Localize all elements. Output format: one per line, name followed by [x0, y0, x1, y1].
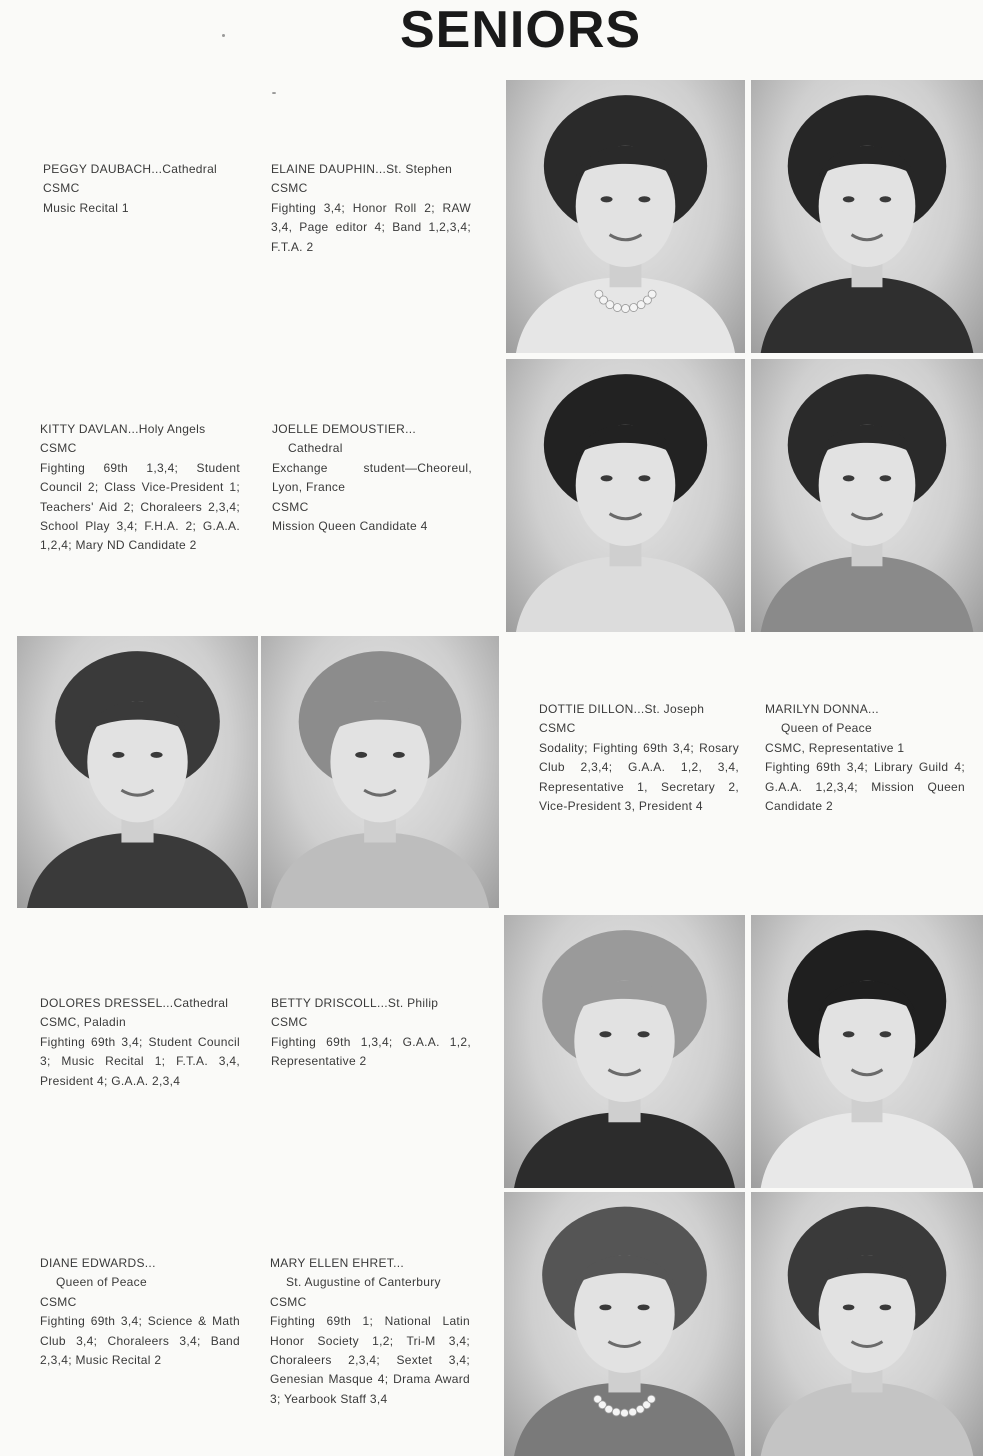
eye-shape	[638, 1031, 650, 1037]
portrait-photo	[504, 915, 745, 1188]
pearl-bead	[629, 1408, 637, 1416]
portrait-photo	[261, 636, 499, 908]
entry-activities: Mission Queen Candidate 4	[272, 519, 428, 534]
entry-dauphin	[271, 160, 471, 257]
entry-activities: Sodality; Fighting 69th 3,4; Rosary Club 2,3,4; G.A.A. 1,2, 3,4, Representative 1, Secretary 2, Vice-President 3, President 4	[539, 740, 739, 814]
shoulders-shape	[516, 277, 735, 353]
entry-ehret	[270, 1254, 470, 1409]
pearl-bead	[612, 1408, 620, 1416]
entry-csmc: CSMC	[539, 721, 576, 736]
entry-daubach	[43, 160, 243, 218]
entry-name: JOELLE DEMOUSTIER...	[272, 422, 417, 436]
entry-activities: Fighting 69th 1,3,4; Student Council 2; Class Vice-President 1; Teachers' Aid 2; Choraleers 2,3,4; School Play 3,4; F.H.A. 2; G.A.A. 1,2,4; Mary ND Candidate 2	[40, 460, 240, 553]
entry-activities: Fighting 69th 3,4; Science & Math Club 3,4; Choraleers 3,4; Band 2,3,4; Music Recital 2	[40, 1314, 240, 1368]
shoulders-shape	[514, 1112, 735, 1188]
portrait-photo	[751, 359, 983, 632]
pearl-bead	[630, 303, 638, 311]
eye-shape	[355, 752, 367, 758]
shoulders-shape	[761, 556, 974, 632]
entry-parish: Queen of Peace	[781, 721, 872, 736]
entry-note: Exchange student—Cheoreul, Lyon, France	[272, 460, 472, 495]
entry-name: KITTY DAVLAN...Holy Angels	[40, 422, 206, 436]
eye-shape	[843, 1031, 855, 1037]
entry-name: BETTY DRISCOLL...St. Philip	[271, 996, 439, 1010]
eye-shape	[843, 1304, 855, 1310]
pearl-bead	[648, 290, 656, 298]
entry-donna	[765, 700, 965, 816]
shoulders-shape	[516, 556, 735, 632]
pearl-bead	[620, 1409, 628, 1417]
entry-name: ELAINE DAUPHIN...St. Stephen	[271, 162, 453, 176]
eye-shape	[151, 752, 163, 758]
portrait-photo	[751, 80, 983, 353]
shoulders-shape	[761, 1112, 974, 1188]
entry-name: MARY ELLEN EHRET...	[270, 1256, 404, 1270]
entry-dillon	[539, 700, 739, 816]
pearl-bead	[647, 1395, 655, 1403]
entry-csmc: CSMC	[271, 181, 308, 196]
eye-shape	[638, 475, 650, 481]
eye-shape	[843, 475, 855, 481]
portrait-photo	[751, 915, 983, 1188]
entry-driscoll	[271, 994, 471, 1072]
eye-shape	[601, 475, 613, 481]
entry-csmc: CSMC	[40, 441, 77, 456]
shoulders-shape	[761, 277, 974, 353]
entry-csmc: CSMC	[272, 499, 309, 514]
entry-parish: St. Augustine of Canterbury	[286, 1275, 441, 1290]
eye-shape	[880, 475, 892, 481]
eye-shape	[843, 196, 855, 202]
entry-activities: Fighting 3,4; Honor Roll 2; RAW 3,4, Page editor 4; Band 1,2,3,4; F.T.A. 2	[271, 200, 471, 254]
entry-davlan	[40, 420, 240, 556]
page-title: SENIORS	[400, 1, 642, 59]
portrait-photo	[504, 1192, 745, 1456]
pearl-bead	[613, 303, 621, 311]
entry-activities: Fighting 69th 3,4; Library Guild 4; G.A.A. 1,2,3,4; Mission Queen Candidate 2	[765, 760, 965, 814]
entry-name: DIANE EDWARDS...	[40, 1256, 156, 1270]
page-speck	[222, 34, 225, 37]
eye-shape	[638, 1304, 650, 1310]
eye-shape	[599, 1304, 611, 1310]
portrait-photo	[17, 636, 258, 908]
entry-activities: Fighting 69th 1; National Latin Honor Society 1,2; Tri-M 3,4; Choraleers 2,3,4; Sextet 3,4; Genesian Masque 4; Drama Award 3; Yearbook Staff 3,4	[270, 1314, 470, 1406]
eye-shape	[599, 1031, 611, 1037]
entry-name: DOLORES DRESSEL...Cathedral	[40, 996, 229, 1010]
entry-csmc: CSMC	[271, 1015, 308, 1030]
shoulders-shape	[514, 1383, 735, 1456]
entry-csmc: CSMC	[40, 1294, 77, 1309]
entry-activities: Fighting 69th 1,3,4; G.A.A. 1,2, Representative 2	[271, 1034, 471, 1069]
eye-shape	[880, 1304, 892, 1310]
page-speck	[272, 92, 276, 94]
entry-csmc: CSMC	[270, 1294, 307, 1309]
entry-name: DOTTIE DILLON...St. Joseph	[539, 702, 705, 716]
shoulders-shape	[27, 832, 248, 908]
pearl-bead	[622, 304, 630, 312]
eye-shape	[601, 196, 613, 202]
pearl-bead	[606, 301, 614, 309]
entry-name: MARILYN DONNA...	[765, 702, 879, 716]
shoulders-shape	[761, 1383, 974, 1456]
portrait-photo	[506, 359, 745, 632]
entry-demoustier	[272, 420, 472, 536]
shoulders-shape	[271, 832, 489, 908]
entry-dressel	[40, 994, 240, 1091]
entry-name: PEGGY DAUBACH...Cathedral	[43, 162, 218, 176]
entry-parish: Queen of Peace	[56, 1275, 147, 1290]
entry-activities: Fighting 69th 3,4; Student Council 3; Music Recital 1; F.T.A. 3,4, President 4; G.A.A. 2,3,4	[40, 1034, 240, 1088]
portrait-photo	[506, 80, 745, 353]
portrait-photo	[751, 1192, 983, 1456]
entry-csmc: CSMC	[43, 181, 80, 196]
entry-parish: Cathedral	[288, 441, 343, 456]
pearl-bead	[605, 1405, 613, 1413]
eye-shape	[112, 752, 124, 758]
eye-shape	[638, 196, 650, 202]
entry-csmc: CSMC, Paladin	[40, 1015, 126, 1030]
eye-shape	[880, 1031, 892, 1037]
eye-shape	[393, 752, 405, 758]
entry-edwards	[40, 1254, 240, 1370]
entry-activities: Music Recital 1	[43, 200, 129, 215]
eye-shape	[880, 196, 892, 202]
entry-csmc: CSMC, Representative 1	[765, 740, 905, 755]
